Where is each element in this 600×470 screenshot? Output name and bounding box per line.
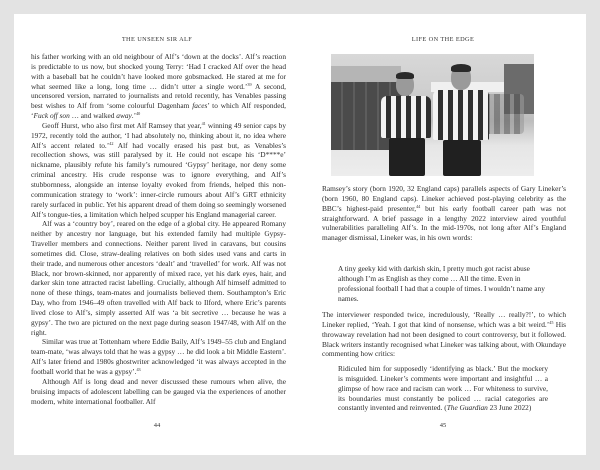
running-head-right: LIFE ON THE EDGE — [411, 36, 475, 43]
footnote-ref: 41 — [201, 120, 206, 126]
caption-paragraph: Ramsey’s story (born 1920, 32 England caps) parallels aspects of Gary Lineker’s (born 1960, 80 England caps). Lineker achieved post-playing celebrity as the BBC’s highest-paid presenter,$^{44}$ but his early football career path was not straightforward. A brief passage in a lengthy 2022 interview aired youthful vulnerabilities paralleling Alf’s. In the mid-1970s, not long after Alf’s England manager dismissal, Lineker was, in his own words: — [322, 184, 566, 243]
italic-text: Fuck off son — [33, 111, 70, 121]
italic-text: away — [116, 111, 132, 121]
paragraph: Similar was true at Tottenham where Eddie Baily, Alf’s 1949–55 club and England team-mate, ‘was always told that he was a gypsy … he did look a bit Middle Eastern’. Alf’s later friend and 1980s ghostwriter acknowledged ‘it was always accepted in the football world that he was a gypsy’.$^{43}$ — [31, 337, 286, 376]
footnote-ref: 42 — [109, 140, 114, 146]
running-head-left: THE UNSEEN SIR ALF — [121, 36, 193, 43]
interviewer-paragraph: The interviewer responded twice, incredulously, ‘Really … really?!’, to which Lineker replied, ‘Yeah. I got that kind of nonsense, which was a bit weird.’$^{45}$ His throwaway revelation had not been designed to court controversy, but it followed. Black writers instantly recognised what Lineker was talking about, with Okundaye commenting how critics: — [322, 310, 566, 359]
player-left — [381, 72, 431, 176]
photo-background-players — [484, 94, 524, 134]
guardian-quote: Ridiculed him for supposedly ‘identifying as black.’ But the mockery is misguided. Lineker’s comments were important and insightful … a glimpse of how race and racism can work … For whiteness to survive, its boundaries must constantly be policed … racial categories are constantly invented and reinvented. (The Guardian 23 June 2022) — [338, 364, 548, 413]
right-page — [300, 14, 586, 455]
paragraph: Geoff Hurst, who also first met Alf Ramsey that year,$^{41}$ winning 49 senior caps by 1972, recently told the author, ‘I had absolutely no, thinking about it, no idea where Alf’s accent related to.’$^{42}$ Alf had vocally erased his past but, as Venables’s recollection shows, was still paralysed by it. He could not escape his ‘D****e’ nickname, plausibly refute his family’s rumoured ‘Gypsy’ heritage, nor deny some criminal ancestry. His crude response was to ignore everything, and Alf’s stubbornness, alongside an intense loyalty evoked from friends, helped this non-communication strategy to ‘work’: inner-circle rumours about Alf’s GRT ethnicity rarely surfaced in public. Yet his apparent dread of them doing so seemingly worsened Alf’s tongue-ties, a limitation which helped scupper his England managerial career. — [31, 120, 287, 219]
left-page — [14, 14, 300, 455]
footnote-ref: 44 — [416, 203, 421, 209]
footnote-ref: 39 — [247, 81, 252, 87]
lineker-quote: A tiny geeky kid with darkish skin, I pretty much got racist abuse although I’m as English as they come … All the time. Even in professional football I had that a couple of times. I wouldn’t name any names. — [338, 264, 545, 303]
left-page-body — [31, 52, 286, 406]
footballers-photo — [331, 54, 534, 176]
player-right — [433, 64, 489, 176]
italic-text: The Guardian — [446, 403, 488, 413]
paragraph: his father working with an old neighbour of Alf’s ‘down at the docks’. Alf’s reaction is predictable to us now, but shocked young Terry: ‘Had I cracked Alf over the head with a baseball bat he couldn’t have looked more gobsmacked. He stared at me for what seemed like a long, long time … didn’t utter a single word.’$^{39}$ A second, uncensored version, narrated to journalists and retold recently, has Venables passing best wishes to Alf from ‘some colourful Dagenham faces’ to which Alf responded, ‘Fuck off son … and walked away.’$^{40}$ — [31, 52, 286, 121]
page-number-left: 44 — [153, 422, 161, 429]
italic-text: faces — [192, 101, 208, 111]
footnote-ref: 40 — [136, 111, 141, 117]
paragraph: Although Alf is long dead and never discussed these rumours when alive, the bruising impacts of adolescent labelling can be gauged via the experiences of another modern, white international footballer. Alf — [31, 376, 286, 406]
page-number-right: 45 — [439, 422, 447, 429]
footnote-ref: 45 — [549, 319, 554, 325]
paragraph: Alf was a ‘country boy’, reared on the edge of a global city. He appeared Romany neither by ancestry nor language, but his extended family had multiple Gypsy-Traveller members and connections. Neither parent lived in caravans, but cousins sometimes did. Close, straw-dealing relatives on both sides used vans and carts in their trade, and numerous other ancestors ‘dealt’ and ‘travelled’ for work. Alf was not Black, nor brown-skinned, nor apparently of mixed race, yet his dark eyes, hair, and darker skin tone attracted racist labelling. Crucially, although Alf himself admitted to none of these things, team-mates and journalists believed them. Southampton’s Eric Day, who from 1946–49 often travelled with Alf back to Ilford, where Eric’s parents lived close to Alf’s, simply asserted Alf was ‘a bit secretive … because he was a gypsy’. The two are pictured on the next page during season 1947/48, with Alf on the right. — [31, 219, 286, 337]
footnote-ref: 43 — [136, 367, 141, 372]
book-spread — [14, 14, 586, 455]
